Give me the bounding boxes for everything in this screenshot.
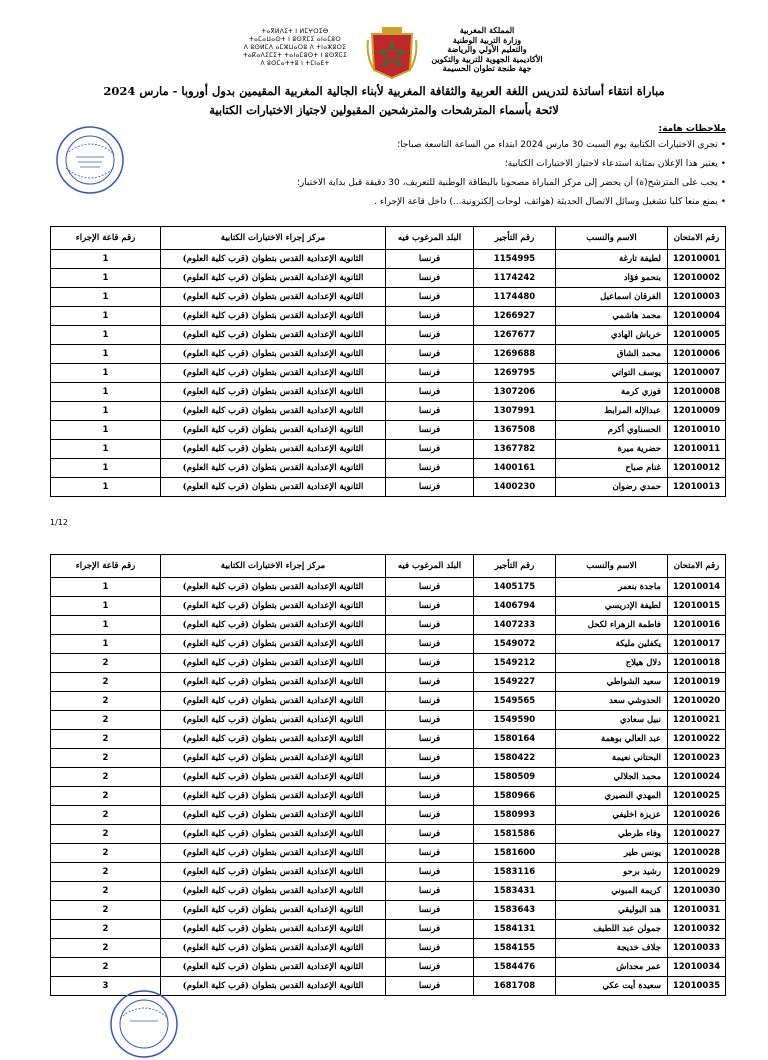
exam-number-cell: 12010014: [668, 578, 726, 597]
exam-number-cell: 12010019: [668, 673, 726, 692]
country-cell: فرنسا: [386, 673, 474, 692]
note-text: يمنع منعا كليا تشغيل وسائل الاتصال الحديثة (هواتف، لوحات إلكترونية...) داخل قاعة الإجراء .: [374, 197, 718, 207]
room-number-cell: 1: [51, 250, 161, 269]
exam-number-cell: 12010004: [668, 307, 726, 326]
registration-number-cell: 1549212: [474, 654, 556, 673]
registration-number-cell: 1406794: [474, 597, 556, 616]
country-cell: فرنسا: [386, 787, 474, 806]
table-header-row: [51, 227, 726, 250]
country-cell: فرنسا: [386, 383, 474, 402]
registration-number-cell: 1581586: [474, 825, 556, 844]
exam-number-cell: 12010009: [668, 402, 726, 421]
table-row: [51, 616, 726, 635]
country-cell: فرنسا: [386, 958, 474, 977]
room-number-cell: 2: [51, 882, 161, 901]
exam-center-cell: الثانوية الإعدادية القدس بتطوان (قرب كلية العلوم): [161, 939, 386, 958]
room-number-cell: 2: [51, 939, 161, 958]
country-cell: فرنسا: [386, 939, 474, 958]
exam-number-cell: 12010016: [668, 616, 726, 635]
table-row: [51, 806, 726, 825]
exam-number-cell: 12010029: [668, 863, 726, 882]
exam-number-cell: 12010032: [668, 920, 726, 939]
candidates-table-page-2: [50, 554, 726, 996]
tifinagh-line: ⴷ ⵓⵙⵎⴰⵜⵜⵓ ⵏ ⵜⵎⵏⴰⴹⵜ: [260, 60, 330, 67]
country-cell: فرنسا: [386, 421, 474, 440]
country-cell: فرنسا: [386, 654, 474, 673]
registration-number-cell: 1580509: [474, 768, 556, 787]
exam-number-cell: 12010003: [668, 288, 726, 307]
candidate-name-cell: الحدوشي سعد: [556, 692, 668, 711]
candidate-name-cell: حمدي رضوان: [556, 478, 668, 497]
registration-number-cell: 1584131: [474, 920, 556, 939]
arabic-header-line: الأكاديمية الجهوية للتربية والتكوين: [431, 53, 543, 64]
country-cell: فرنسا: [386, 440, 474, 459]
header-center: مركز إجراء الاختبارات الكتابية: [161, 555, 386, 578]
country-cell: فرنسا: [386, 825, 474, 844]
registration-number-cell: 1581600: [474, 844, 556, 863]
room-number-cell: 2: [51, 825, 161, 844]
exam-center-cell: الثانوية الإعدادية القدس بتطوان (قرب كلية العلوم): [161, 768, 386, 787]
exam-center-cell: الثانوية الإعدادية القدس بتطوان (قرب كلية العلوم): [161, 364, 386, 383]
exam-center-cell: الثانوية الإعدادية القدس بتطوان (قرب كلية العلوم): [161, 288, 386, 307]
header-country: البلد المرغوب فيه: [386, 555, 474, 578]
tifinagh-line: ⵜⴰⴳⵍⴷⵉⵜ ⵏ ⵍⵎⵖⵔⵉⴱ: [261, 28, 329, 35]
table-row: [51, 711, 726, 730]
exam-center-cell: الثانوية الإعدادية القدس بتطوان (قرب كلية العلوم): [161, 345, 386, 364]
registration-number-cell: 1407233: [474, 616, 556, 635]
exam-number-cell: 12010022: [668, 730, 726, 749]
header-center: مركز إجراء الاختبارات الكتابية: [161, 227, 386, 250]
candidate-name-cell: سعيدة أيت عكي: [556, 977, 668, 996]
note-item: • يعتبر هذا الإعلان بمثابة استدعاء لاجتياز الاختبارات الكتابية؛: [504, 159, 726, 169]
header-name: الاسم والنسب: [556, 555, 668, 578]
exam-number-cell: 12010025: [668, 787, 726, 806]
table-row: [51, 421, 726, 440]
table-row: [51, 939, 726, 958]
room-number-cell: 1: [51, 269, 161, 288]
candidate-name-cell: عبدالإله المرابط: [556, 402, 668, 421]
exam-center-cell: الثانوية الإعدادية القدس بتطوان (قرب كلية العلوم): [161, 863, 386, 882]
room-number-cell: 2: [51, 806, 161, 825]
exam-number-cell: 12010005: [668, 326, 726, 345]
exam-number-cell: 12010013: [668, 478, 726, 497]
registration-number-cell: 1400230: [474, 478, 556, 497]
note-text: تجرى الاختبارات الكتابية يوم السبت 30 مارس 2024 ابتداء من الساعة التاسعة صباحا؛: [397, 140, 718, 150]
room-number-cell: 1: [51, 402, 161, 421]
country-cell: فرنسا: [386, 616, 474, 635]
room-number-cell: 1: [51, 578, 161, 597]
registration-number-cell: 1583431: [474, 882, 556, 901]
country-cell: فرنسا: [386, 768, 474, 787]
tifinagh-line: ⴷ ⵓⵙⵍⵎⴷ ⴰⵎⵣⵡⴰⵔⵓ ⴷ ⵜⵏⴰⵣⵓⵔⵉ: [243, 44, 347, 51]
document-header: [0, 22, 768, 84]
exam-number-cell: 12010026: [668, 806, 726, 825]
exam-center-cell: الثانوية الإعدادية القدس بتطوان (قرب كلية العلوم): [161, 383, 386, 402]
exam-number-cell: 12010030: [668, 882, 726, 901]
exam-center-cell: الثانوية الإعدادية القدس بتطوان (قرب كلية العلوم): [161, 749, 386, 768]
table-row: [51, 383, 726, 402]
table-row: [51, 578, 726, 597]
exam-center-cell: الثانوية الإعدادية القدس بتطوان (قرب كلية العلوم): [161, 882, 386, 901]
registration-number-cell: 1174242: [474, 269, 556, 288]
registration-number-cell: 1580993: [474, 806, 556, 825]
exam-center-cell: الثانوية الإعدادية القدس بتطوان (قرب كلية العلوم): [161, 711, 386, 730]
table-body-page-2: [51, 578, 726, 996]
candidate-name-cell: فوزي كرمة: [556, 383, 668, 402]
registration-number-cell: 1681708: [474, 977, 556, 996]
registration-number-cell: 1549072: [474, 635, 556, 654]
registration-number-cell: 1174480: [474, 288, 556, 307]
country-cell: فرنسا: [386, 326, 474, 345]
room-number-cell: 2: [51, 787, 161, 806]
table-row: [51, 844, 726, 863]
official-stamp-icon: [108, 988, 180, 1060]
exam-center-cell: الثانوية الإعدادية القدس بتطوان (قرب كلية العلوم): [161, 673, 386, 692]
country-cell: فرنسا: [386, 882, 474, 901]
room-number-cell: 2: [51, 654, 161, 673]
table-row: [51, 250, 726, 269]
room-number-cell: 2: [51, 920, 161, 939]
exam-center-cell: الثانوية الإعدادية القدس بتطوان (قرب كلية العلوم): [161, 250, 386, 269]
exam-number-cell: 12010001: [668, 250, 726, 269]
table-row: [51, 654, 726, 673]
header-exam-no: رقم الامتحان: [668, 227, 726, 250]
room-number-cell: 2: [51, 901, 161, 920]
exam-center-cell: الثانوية الإعدادية القدس بتطوان (قرب كلية العلوم): [161, 654, 386, 673]
candidate-name-cell: عبد العالي بوهمة: [556, 730, 668, 749]
country-cell: فرنسا: [386, 692, 474, 711]
exam-center-cell: الثانوية الإعدادية القدس بتطوان (قرب كلية العلوم): [161, 692, 386, 711]
country-cell: فرنسا: [386, 806, 474, 825]
exam-center-cell: الثانوية الإعدادية القدس بتطوان (قرب كلية العلوم): [161, 597, 386, 616]
exam-number-cell: 12010023: [668, 749, 726, 768]
country-cell: فرنسا: [386, 288, 474, 307]
candidate-name-cell: محمد الجلالي: [556, 768, 668, 787]
candidate-name-cell: المهدي النصيري: [556, 787, 668, 806]
note-item: • يمنع منعا كليا تشغيل وسائل الاتصال الحديثة (هواتف، لوحات إلكترونية...) داخل قاعة الإجراء .: [374, 197, 726, 207]
exam-number-cell: 12010017: [668, 635, 726, 654]
country-cell: فرنسا: [386, 920, 474, 939]
country-cell: فرنسا: [386, 635, 474, 654]
table-row: [51, 459, 726, 478]
table-row: [51, 673, 726, 692]
registration-number-cell: 1269688: [474, 345, 556, 364]
registration-number-cell: 1580164: [474, 730, 556, 749]
country-cell: فرنسا: [386, 250, 474, 269]
room-number-cell: 2: [51, 711, 161, 730]
notes-section: [50, 124, 726, 212]
room-number-cell: 2: [51, 673, 161, 692]
registration-number-cell: 1549590: [474, 711, 556, 730]
country-cell: فرنسا: [386, 402, 474, 421]
room-number-cell: 1: [51, 597, 161, 616]
table-row: [51, 958, 726, 977]
table-row: [51, 749, 726, 768]
candidate-name-cell: وفاء طرطي: [556, 825, 668, 844]
exam-number-cell: 12010027: [668, 825, 726, 844]
candidate-name-cell: بنحمو فؤاد: [556, 269, 668, 288]
tifinagh-line: ⵜⴰⴽⴰⴷⵉⵎⵉⵜ ⵜⴰⵏⴰⵎⵓⵔⵜ ⵏ ⵓⵙⴳⵎⵉ: [242, 52, 348, 59]
exam-center-cell: الثانوية الإعدادية القدس بتطوان (قرب كلية العلوم): [161, 635, 386, 654]
table-row: [51, 307, 726, 326]
table-row: [51, 440, 726, 459]
header-reg-no: رقم التأجير: [474, 227, 556, 250]
candidate-name-cell: هند البوليقي: [556, 901, 668, 920]
registration-number-cell: 1583643: [474, 901, 556, 920]
candidates-table-page-1: [50, 226, 726, 497]
country-cell: فرنسا: [386, 844, 474, 863]
country-cell: فرنسا: [386, 901, 474, 920]
table-row: [51, 326, 726, 345]
exam-number-cell: 12010002: [668, 269, 726, 288]
candidate-name-cell: سعيد الشواطي: [556, 673, 668, 692]
room-number-cell: 1: [51, 345, 161, 364]
exam-center-cell: الثانوية الإعدادية القدس بتطوان (قرب كلية العلوم): [161, 806, 386, 825]
exam-number-cell: 12010035: [668, 977, 726, 996]
room-number-cell: 2: [51, 730, 161, 749]
exam-number-cell: 12010007: [668, 364, 726, 383]
exam-center-cell: الثانوية الإعدادية القدس بتطوان (قرب كلية العلوم): [161, 402, 386, 421]
exam-number-cell: 12010020: [668, 692, 726, 711]
country-cell: فرنسا: [386, 345, 474, 364]
country-cell: فرنسا: [386, 269, 474, 288]
candidate-name-cell: البحتاني نعيمة: [556, 749, 668, 768]
room-number-cell: 1: [51, 478, 161, 497]
exam-center-cell: الثانوية الإعدادية القدس بتطوان (قرب كلية العلوم): [161, 825, 386, 844]
candidate-name-cell: جلاف خديجة: [556, 939, 668, 958]
exam-number-cell: 12010034: [668, 958, 726, 977]
table-row: [51, 692, 726, 711]
registration-number-cell: 1307206: [474, 383, 556, 402]
room-number-cell: 1: [51, 364, 161, 383]
candidate-name-cell: يوسف التواتي: [556, 364, 668, 383]
exam-number-cell: 12010021: [668, 711, 726, 730]
room-number-cell: 1: [51, 440, 161, 459]
exam-number-cell: 12010031: [668, 901, 726, 920]
table-row: [51, 768, 726, 787]
notes-heading: ملاحظات هامة:: [658, 124, 726, 134]
country-cell: فرنسا: [386, 711, 474, 730]
room-number-cell: 1: [51, 635, 161, 654]
exam-center-cell: الثانوية الإعدادية القدس بتطوان (قرب كلية العلوم): [161, 326, 386, 345]
table-row: [51, 364, 726, 383]
candidate-name-cell: الفرقان اسماعيل: [556, 288, 668, 307]
candidate-name-cell: عزيزة اخليفي: [556, 806, 668, 825]
registration-number-cell: 1367508: [474, 421, 556, 440]
country-cell: فرنسا: [386, 730, 474, 749]
table-row: [51, 920, 726, 939]
room-number-cell: 2: [51, 692, 161, 711]
header-reg-no: رقم التأجير: [474, 555, 556, 578]
room-number-cell: 2: [51, 958, 161, 977]
exam-center-cell: الثانوية الإعدادية القدس بتطوان (قرب كلية العلوم): [161, 958, 386, 977]
document-subtitle: لائحة بأسماء المترشحات والمترشحين المقبولين لاجتياز الاختبارات الكتابية: [209, 103, 559, 117]
exam-number-cell: 12010028: [668, 844, 726, 863]
candidate-name-cell: نبيل سعادي: [556, 711, 668, 730]
note-text: يجب على المترشح(ة) أن يحضر إلى مركز المباراة مصحوبا بالبطاقة الوطنية للتعريف، 30 دقيقة قبل بداية الاختبار؛: [296, 178, 718, 188]
registration-number-cell: 1405175: [474, 578, 556, 597]
room-number-cell: 1: [51, 326, 161, 345]
exam-center-cell: الثانوية الإعدادية القدس بتطوان (قرب كلية العلوم): [161, 977, 386, 996]
table-row: [51, 597, 726, 616]
exam-center-cell: الثانوية الإعدادية القدس بتطوان (قرب كلية العلوم): [161, 269, 386, 288]
page-number: 1/12: [50, 518, 68, 527]
tifinagh-header: [236, 28, 354, 68]
registration-number-cell: 1584155: [474, 939, 556, 958]
coat-of-arms-icon: [366, 26, 418, 80]
registration-number-cell: 1367782: [474, 440, 556, 459]
document-title: مباراة انتقاء أساتذة لتدريس اللغة العربية والثقافة المغربية لأبناء الجالية المغربية المقيمين بدول أوروبا - مارس 2024: [103, 84, 665, 98]
candidate-name-cell: محمد الشاق: [556, 345, 668, 364]
country-cell: فرنسا: [386, 597, 474, 616]
registration-number-cell: 1307991: [474, 402, 556, 421]
table-row: [51, 478, 726, 497]
table-row: [51, 288, 726, 307]
note-item: • تجرى الاختبارات الكتابية يوم السبت 30 مارس 2024 ابتداء من الساعة التاسعة صباحا؛: [397, 140, 726, 150]
arabic-header-line: جهة طنجة تطوان الحسيمة: [442, 63, 532, 73]
exam-center-cell: الثانوية الإعدادية القدس بتطوان (قرب كلية العلوم): [161, 578, 386, 597]
header-country: البلد المرغوب فيه: [386, 227, 474, 250]
country-cell: فرنسا: [386, 459, 474, 478]
exam-number-cell: 12010012: [668, 459, 726, 478]
table-body-page-1: [51, 250, 726, 497]
table-row: [51, 635, 726, 654]
exam-center-cell: الثانوية الإعدادية القدس بتطوان (قرب كلية العلوم): [161, 787, 386, 806]
candidate-name-cell: لطيفة تارغة: [556, 250, 668, 269]
candidate-name-cell: محمد هاشمي: [556, 307, 668, 326]
table-row: [51, 825, 726, 844]
registration-number-cell: 1584476: [474, 958, 556, 977]
exam-center-cell: الثانوية الإعدادية القدس بتطوان (قرب كلية العلوم): [161, 440, 386, 459]
registration-number-cell: 1154995: [474, 250, 556, 269]
registration-number-cell: 1549227: [474, 673, 556, 692]
room-number-cell: 1: [51, 307, 161, 326]
room-number-cell: 3: [51, 977, 161, 996]
table-row: [51, 402, 726, 421]
room-number-cell: 1: [51, 616, 161, 635]
candidate-name-cell: حضرية ميرة: [556, 440, 668, 459]
exam-center-cell: الثانوية الإعدادية القدس بتطوان (قرب كلية العلوم): [161, 844, 386, 863]
arabic-header-line: المملكة المغربية: [459, 25, 515, 35]
candidate-name-cell: دلال هيلاج: [556, 654, 668, 673]
table-row: [51, 345, 726, 364]
arabic-header-line: وزارة التربية الوطنية: [452, 34, 522, 45]
registration-number-cell: 1583116: [474, 863, 556, 882]
tifinagh-line: ⵜⴰⵎⴰⵡⴰⵙⵜ ⵏ ⵓⵙⴳⵎⵉ ⴰⵏⴰⵎⵓⵔ: [249, 36, 341, 43]
exam-number-cell: 12010024: [668, 768, 726, 787]
exam-number-cell: 12010011: [668, 440, 726, 459]
header-room: رقم قاعة الإجراء: [51, 227, 161, 250]
exam-center-cell: الثانوية الإعدادية القدس بتطوان (قرب كلية العلوم): [161, 616, 386, 635]
exam-number-cell: 12010010: [668, 421, 726, 440]
header-room: رقم قاعة الإجراء: [51, 555, 161, 578]
exam-number-cell: 12010015: [668, 597, 726, 616]
room-number-cell: 1: [51, 383, 161, 402]
candidate-name-cell: فاطمة الزهراء لكحل: [556, 616, 668, 635]
exam-number-cell: 12010006: [668, 345, 726, 364]
exam-center-cell: الثانوية الإعدادية القدس بتطوان (قرب كلية العلوم): [161, 307, 386, 326]
room-number-cell: 1: [51, 288, 161, 307]
candidate-name-cell: غنام صباح: [556, 459, 668, 478]
registration-number-cell: 1267677: [474, 326, 556, 345]
table-row: [51, 787, 726, 806]
arabic-header: [428, 26, 546, 74]
header-exam-no: رقم الامتحان: [668, 555, 726, 578]
candidate-name-cell: كريمة المبوني: [556, 882, 668, 901]
table-row: [51, 901, 726, 920]
table-row: [51, 269, 726, 288]
room-number-cell: 2: [51, 844, 161, 863]
exam-center-cell: الثانوية الإعدادية القدس بتطوان (قرب كلية العلوم): [161, 459, 386, 478]
country-cell: فرنسا: [386, 307, 474, 326]
room-number-cell: 2: [51, 749, 161, 768]
table-row: [51, 863, 726, 882]
country-cell: فرنسا: [386, 578, 474, 597]
candidate-name-cell: ماجدة بنعمر: [556, 578, 668, 597]
table-row: [51, 882, 726, 901]
registration-number-cell: 1266927: [474, 307, 556, 326]
country-cell: فرنسا: [386, 749, 474, 768]
table-header-row: [51, 555, 726, 578]
room-number-cell: 2: [51, 768, 161, 787]
country-cell: فرنسا: [386, 863, 474, 882]
country-cell: فرنسا: [386, 977, 474, 996]
candidate-name-cell: لطيفة الإدريسي: [556, 597, 668, 616]
header-name: الاسم والنسب: [556, 227, 668, 250]
exam-center-cell: الثانوية الإعدادية القدس بتطوان (قرب كلية العلوم): [161, 421, 386, 440]
exam-center-cell: الثانوية الإعدادية القدس بتطوان (قرب كلية العلوم): [161, 901, 386, 920]
registration-number-cell: 1580966: [474, 787, 556, 806]
registration-number-cell: 1400161: [474, 459, 556, 478]
candidate-name-cell: جمولن عبد اللطيف: [556, 920, 668, 939]
candidate-name-cell: رشيد برحو: [556, 863, 668, 882]
exam-number-cell: 12010018: [668, 654, 726, 673]
exam-center-cell: الثانوية الإعدادية القدس بتطوان (قرب كلية العلوم): [161, 920, 386, 939]
exam-center-cell: الثانوية الإعدادية القدس بتطوان (قرب كلية العلوم): [161, 730, 386, 749]
candidate-name-cell: خرباش الهادي: [556, 326, 668, 345]
exam-number-cell: 12010033: [668, 939, 726, 958]
note-text: يعتبر هذا الإعلان بمثابة استدعاء لاجتياز الاختبارات الكتابية؛: [504, 159, 718, 169]
room-number-cell: 2: [51, 863, 161, 882]
table-row: [51, 730, 726, 749]
country-cell: فرنسا: [386, 364, 474, 383]
candidate-name-cell: الحسناوي أكرم: [556, 421, 668, 440]
candidate-name-cell: يكفلين مليكة: [556, 635, 668, 654]
registration-number-cell: 1549565: [474, 692, 556, 711]
note-item: • يجب على المترشح(ة) أن يحضر إلى مركز المباراة مصحوبا بالبطاقة الوطنية للتعريف، 30 دقيقة قبل بداية الاختبار؛: [296, 178, 726, 188]
exam-center-cell: الثانوية الإعدادية القدس بتطوان (قرب كلية العلوم): [161, 478, 386, 497]
registration-number-cell: 1269795: [474, 364, 556, 383]
registration-number-cell: 1580422: [474, 749, 556, 768]
candidate-name-cell: عمر محداش: [556, 958, 668, 977]
country-cell: فرنسا: [386, 478, 474, 497]
candidate-name-cell: يونس طير: [556, 844, 668, 863]
room-number-cell: 1: [51, 459, 161, 478]
exam-number-cell: 12010008: [668, 383, 726, 402]
room-number-cell: 1: [51, 421, 161, 440]
arabic-header-line: والتعليم الأولي والرياضة: [447, 44, 527, 54]
